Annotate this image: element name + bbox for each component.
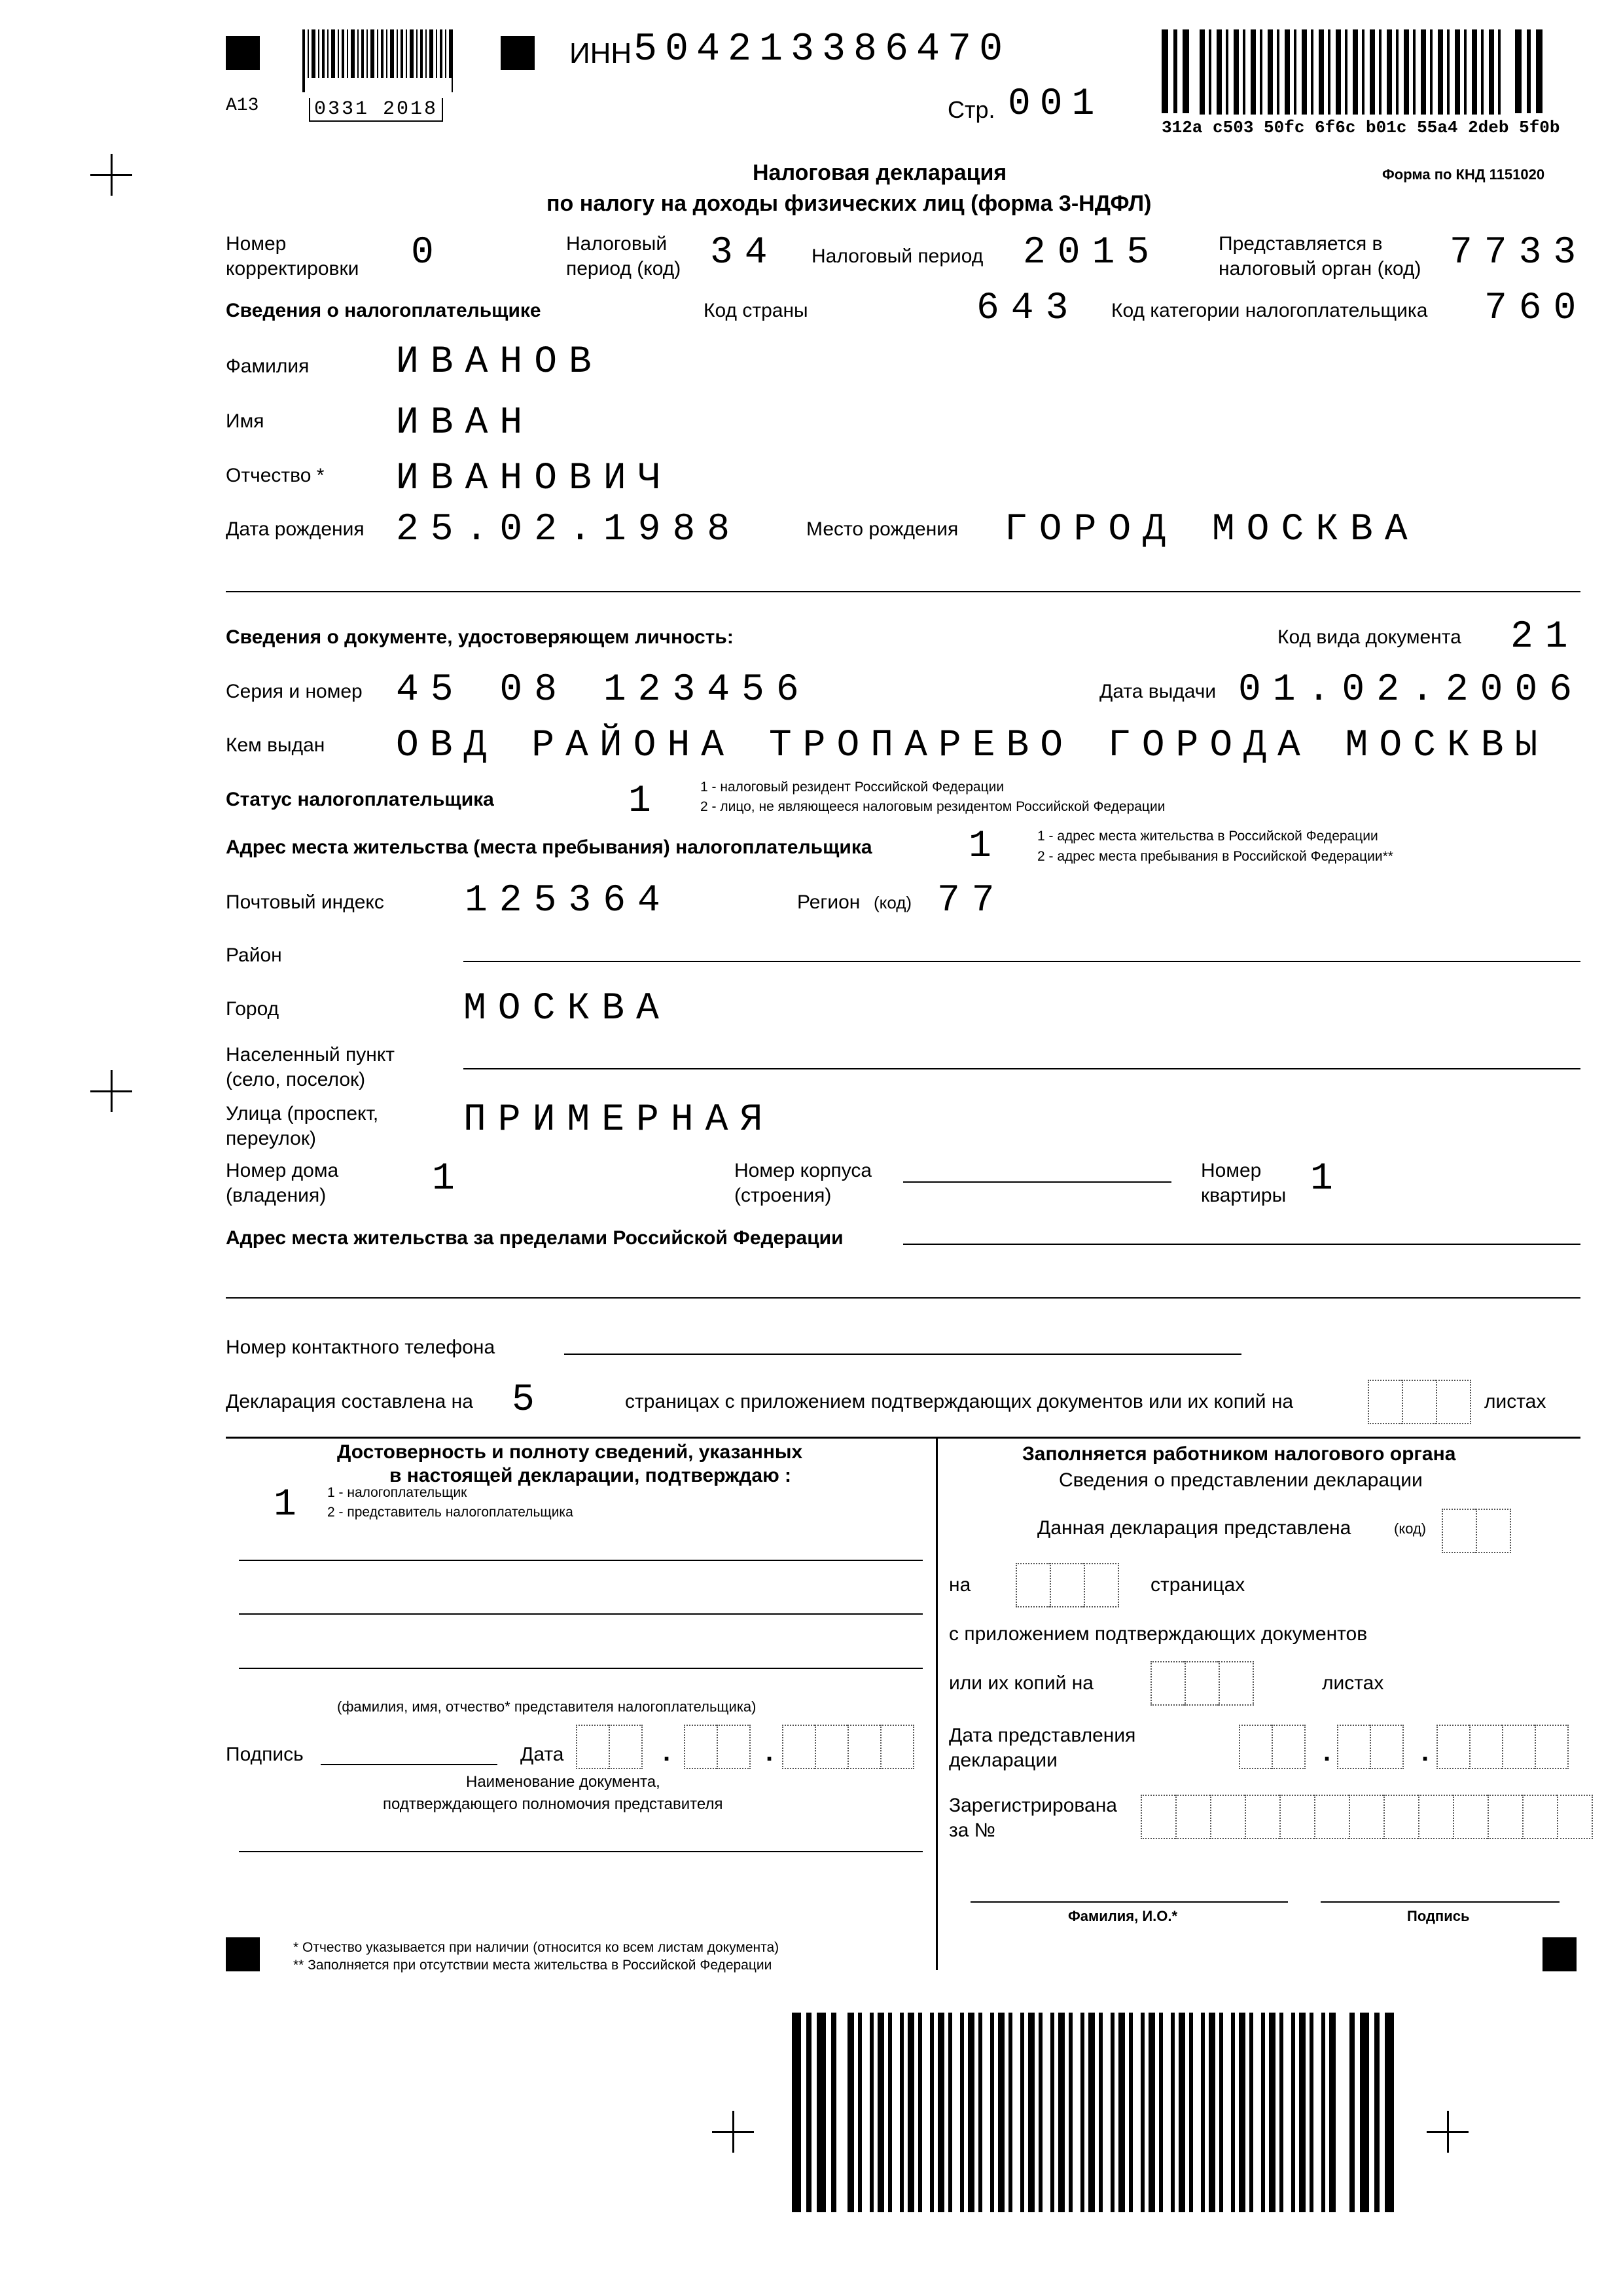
confirm-value: 1 [274,1484,308,1526]
office-copies-label: или их копий на [949,1672,1094,1694]
taxpayer-section-title: Сведения о налогоплательщике [226,300,541,321]
street-label-1: Улица (проспект, [226,1103,379,1124]
presented-label: Данная декларация представлена [1037,1517,1351,1539]
issue-date-value: 01.02.2006 [1238,669,1584,711]
office-sheets-cells[interactable] [1150,1661,1254,1706]
knd-code: Форма по КНД 1151020 [1382,166,1545,183]
form-code-a13: A13 [226,96,259,116]
locality-label-2: (село, поселок) [226,1069,366,1090]
apartment-value: 1 [1310,1158,1345,1200]
office-signature-line [1321,1901,1560,1903]
qr-code-top [1162,29,1564,115]
status-label: Статус налогоплательщика [226,789,494,810]
locality-label-1: Населенный пункт [226,1044,395,1066]
doc-caption-1: Наименование документа, [466,1773,660,1791]
office-pages-cells[interactable] [1016,1563,1119,1607]
series-label: Серия и номер [226,681,363,702]
patronymic-label: Отчество * [226,465,325,486]
authority-doc-line [239,1851,923,1852]
country-label: Код страны [704,300,808,321]
region-value: 77 [937,880,1007,922]
doc-caption-2: подтверждающего полномочия представителя [383,1795,723,1813]
bottom-block-top-line [226,1437,1580,1439]
street-label-2: переулок) [226,1128,316,1149]
office-date-label-1: Дата представления [949,1725,1136,1746]
city-label: Город [226,998,279,1020]
status-hint-1: 1 - налоговый резидент Российской Федерации [700,780,1005,795]
region-label: Регион [797,891,861,913]
confirm-hint-2: 2 - представитель налогоплательщика [327,1505,573,1520]
confirm-title-2: в настоящей декларации, подтверждаю : [389,1465,792,1486]
office-attach-label: с приложением подтверждающих документов [949,1623,1368,1645]
phone-label: Номер контактного телефона [226,1336,495,1358]
name-value: ИВАН [396,402,535,444]
correction-label-1: Номер [226,233,287,255]
confirm-hint-1: 1 - налогоплательщик [327,1485,467,1500]
form-title-1: Налоговая декларация [753,160,1007,185]
status-hint-2: 2 - лицо, не являющееся налоговым резидентом Российской Федерации [700,799,1166,814]
date-label-left: Дата [520,1744,564,1765]
confirm-title-1: Достоверность и полноту сведений, указанных [337,1441,803,1463]
signature-line [321,1764,497,1765]
pages-value: 5 [512,1379,546,1422]
locality-line [463,1068,1580,1069]
issued-by-value: ОВД РАЙОНА ТРОПАРЕВО ГОРОДА МОСКВЫ [396,725,1549,767]
hash-code: 312a c503 50fc 6f6c b01c 55a4 2deb 5f0b [1162,118,1560,137]
office-title: Заполняется работником налогового органа [1022,1443,1456,1465]
apartment-label-2: квартиры [1201,1185,1287,1206]
office-fio-caption: Фамилия, И.О.* [1068,1908,1178,1924]
district-label: Район [226,944,282,966]
house-label-1: Номер дома [226,1160,339,1181]
address-type-value: 1 [969,825,1003,868]
office-signature-caption: Подпись [1407,1908,1470,1924]
page-value: 001 [1008,83,1104,126]
building-label-1: Номер корпуса [734,1160,872,1181]
representative-line-1 [239,1560,923,1561]
category-value: 760 [1484,287,1588,330]
birthplace-value: ГОРОД МОСКВА [1005,509,1419,551]
attach-label: страницах с приложением подтверждающих документов или их копий на [625,1391,1294,1412]
series-value: 45 08 123456 [396,669,811,711]
birthplace-label: Место рождения [806,518,959,540]
fio-caption: (фамилия, имя, отчество* представителя налогоплательщика) [337,1698,757,1715]
period-code-value: 34 [710,232,779,274]
office-date-month[interactable] [1337,1725,1404,1769]
registration-cross-3 [712,2111,754,2153]
inn-label: ИНН [569,37,632,69]
barcode-number: 0331 2018 [309,98,443,122]
office-subtitle: Сведения о представлении декларации [1059,1469,1423,1491]
registration-cross-2 [90,1070,132,1112]
registered-number-cells[interactable] [1141,1795,1593,1839]
registered-label-2: за № [949,1820,995,1841]
authority-label-1: Представляется в [1219,233,1383,255]
office-date-year[interactable] [1436,1725,1569,1769]
house-label-2: (владения) [226,1185,327,1206]
birthdate-value: 25.02.1988 [396,509,742,551]
attach-sheets-cells[interactable] [1368,1380,1471,1424]
on-label: на [949,1574,971,1596]
signature-label: Подпись [226,1744,304,1765]
apartment-label-1: Номер [1201,1160,1262,1181]
birthdate-label: Дата рождения [226,518,365,540]
category-label: Код категории налогоплательщика [1111,300,1428,321]
bottom-block-divider [936,1437,938,1970]
birthplace-continuation-line [226,591,1580,592]
date-cells-year[interactable] [782,1725,914,1769]
foreign-address-line-2 [226,1297,1580,1299]
doc-type-value: 21 [1510,616,1580,658]
office-pages-label: страницах [1150,1574,1245,1596]
foreign-address-label: Адрес места жительства за пределами Российской Федерации [226,1227,844,1249]
surname-label: Фамилия [226,355,310,377]
issued-by-label: Кем выдан [226,734,325,756]
name-label: Имя [226,410,264,432]
footnote-1: * Отчество указывается при наличии (относится ко всем листам документа) [293,1940,779,1955]
status-value: 1 [628,780,663,823]
period-code-label-2: период (код) [566,258,681,279]
phone-line [564,1354,1241,1355]
address-type-hint-2: 2 - адрес места пребывания в Российской Федерации** [1037,849,1393,864]
office-fio-line [971,1901,1288,1903]
registered-label-1: Зарегистрирована [949,1795,1117,1816]
building-label-2: (строения) [734,1185,832,1206]
page-label: Стр. [948,96,995,123]
surname-value: ИВАНОВ [396,341,603,384]
region-code-label: (код) [874,893,912,912]
date-cells-day[interactable] [576,1725,643,1769]
tax-period-value: 2015 [1023,232,1162,274]
registration-cross-4 [1427,2111,1469,2153]
representative-line-3 [239,1668,923,1669]
representative-line-2 [239,1613,923,1615]
document-section-title: Сведения о документе, удостоверяющем личность: [226,626,734,648]
foreign-address-line-1 [903,1244,1580,1245]
country-value: 643 [976,287,1080,330]
issue-date-label: Дата выдачи [1099,681,1217,702]
corner-marker-top-left [226,36,260,70]
sheets-label: листах [1484,1391,1546,1412]
tax-period-label: Налоговый период [812,245,984,267]
address-type-hint-1: 1 - адрес места жительства в Российской Федерации [1037,829,1378,844]
header-barcode [301,29,458,101]
office-date-day[interactable] [1239,1725,1306,1769]
registration-cross-1 [90,154,132,196]
building-line [903,1181,1171,1183]
correction-label-2: корректировки [226,258,359,279]
corner-marker-bottom-left [226,1937,260,1971]
form-title-2: по налогу на доходы физических лиц (форма 3-НДФЛ) [546,191,1152,216]
street-value: ПРИМЕРНАЯ [463,1099,775,1141]
corner-marker-top-mid [501,36,535,70]
corner-marker-bottom-right [1543,1937,1577,1971]
postal-label: Почтовый индекс [226,891,384,913]
presented-code-cells[interactable] [1442,1509,1511,1553]
presented-code-label: (код) [1394,1520,1427,1537]
authority-value: 7733 [1450,232,1588,274]
period-code-label-1: Налоговый [566,233,668,255]
postal-value: 125364 [465,880,672,922]
address-title: Адрес места жительства (места пребывания) налогоплательщика [226,836,872,858]
footnote-2: ** Заполняется при отсутствии места жительства в Российской Федерации [293,1958,772,1973]
date-cells-month[interactable] [684,1725,751,1769]
patronymic-value: ИВАНОВИЧ [396,457,673,500]
inn-value: 504213386470 [633,27,1011,72]
authority-label-2: налоговый орган (код) [1219,258,1421,279]
qr-code-bottom [792,2013,1394,2212]
pages-label: Декларация составлена на [226,1391,473,1412]
correction-value: 0 [411,232,446,274]
doc-type-label: Код вида документа [1277,626,1461,648]
office-date-label-2: декларации [949,1749,1058,1771]
district-line [463,961,1580,962]
city-value: МОСКВА [463,988,671,1030]
house-value: 1 [432,1158,467,1200]
office-sheets-label: листах [1322,1672,1384,1694]
